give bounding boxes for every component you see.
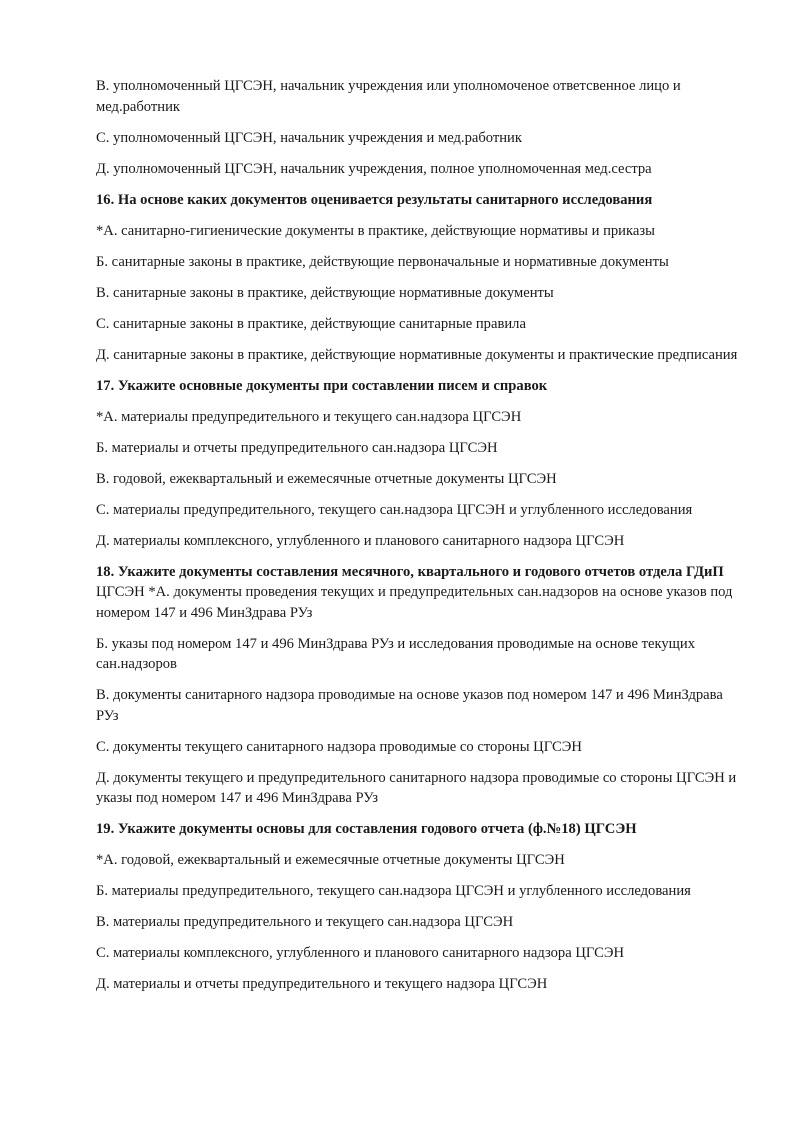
answer-option: Д. материалы комплексного, углубленного и планового санитарного надзора ЦГСЭН	[96, 532, 625, 549]
question-18-continuation: ЦГСЭН *А. документы проведения текущих и предупредительных сан.надзоров на основе указов под номером 147 и 496 МинЗдрава РУз	[96, 584, 733, 621]
answer-option: С. материалы комплексного, углубленного и планового санитарного надзора ЦГСЭН	[96, 945, 625, 961]
question-17: 17. Укажите основные документы при составлении писем и справок	[96, 377, 548, 394]
answer-option: В. годовой, ежеквартальный и ежемесячные отчетные документы ЦГСЭН	[96, 470, 557, 487]
answer-option: *А. годовой, ежеквартальный и ежемесячные отчетные документы ЦГСЭН	[96, 852, 565, 868]
answer-option: В. документы санитарного надзора проводимые на основе указов под номером 147 и 496 МинЗдрава РУз	[96, 687, 723, 724]
answer-option: Д. уполномоченный ЦГСЭН, начальник учреждения, полное уполномоченная мед.сестра	[96, 160, 652, 177]
answer-option: Д. санитарные законы в практике, действующие нормативные документы и практические предписания	[96, 346, 738, 363]
answer-option: Д. материалы и отчеты предупредительного и текущего надзора ЦГСЭН	[96, 976, 548, 992]
answer-option: С. санитарные законы в практике, действующие санитарные правила	[96, 315, 526, 332]
answer-option: С. документы текущего санитарного надзора проводимые со стороны ЦГСЭН	[96, 738, 582, 755]
question-16: 16. На основе каких документов оценивается результаты санитарного исследования	[96, 191, 653, 208]
answer-option: Б. санитарные законы в практике, действующие первоначальные и нормативные документы	[96, 253, 669, 270]
document-page	[96, 76, 746, 1005]
answer-option: С. уполномоченный ЦГСЭН, начальник учреждения и мед.работник	[96, 129, 522, 146]
answer-option: В. материалы предупредительного и текущего сан.надзора ЦГСЭН	[96, 914, 514, 930]
question-18	[96, 562, 746, 624]
answer-option: Б. указы под номером 147 и 496 МинЗдрава РУз и исследования проводимые на основе текущих сан.надзоров	[96, 635, 695, 672]
answer-option: С. материалы предупредительного, текущего сан.надзора ЦГСЭН и углубленного исследования	[96, 501, 693, 518]
answer-option: Б. материалы и отчеты предупредительного сан.надзора ЦГСЭН	[96, 439, 498, 456]
question-18-heading: 18. Укажите документы составления месячного, квартального и годового отчетов отдела ГДиП	[96, 563, 724, 580]
answer-option: Д. документы текущего и предупредительного санитарного надзора проводимые со стороны ЦГСЭН и указы под номером 147 и 496 МинЗдрава РУз	[96, 769, 737, 806]
answer-option: *А. материалы предупредительного и текущего сан.надзора ЦГСЭН	[96, 408, 522, 425]
answer-option: Б. материалы предупредительного, текущего сан.надзора ЦГСЭН и углубленного исследования	[96, 883, 691, 899]
answer-option: В. уполномоченный ЦГСЭН, начальник учреждения или уполномоченое ответсвенное лицо и мед.работник	[96, 78, 681, 115]
question-19: 19. Укажите документы основы для составления годового отчета (ф.№18) ЦГСЭН	[96, 821, 637, 837]
answer-option: *А. санитарно-гигиенические документы в практике, действующие нормативы и приказы	[96, 222, 655, 239]
answer-option: В. санитарные законы в практике, действующие нормативные документы	[96, 284, 554, 301]
